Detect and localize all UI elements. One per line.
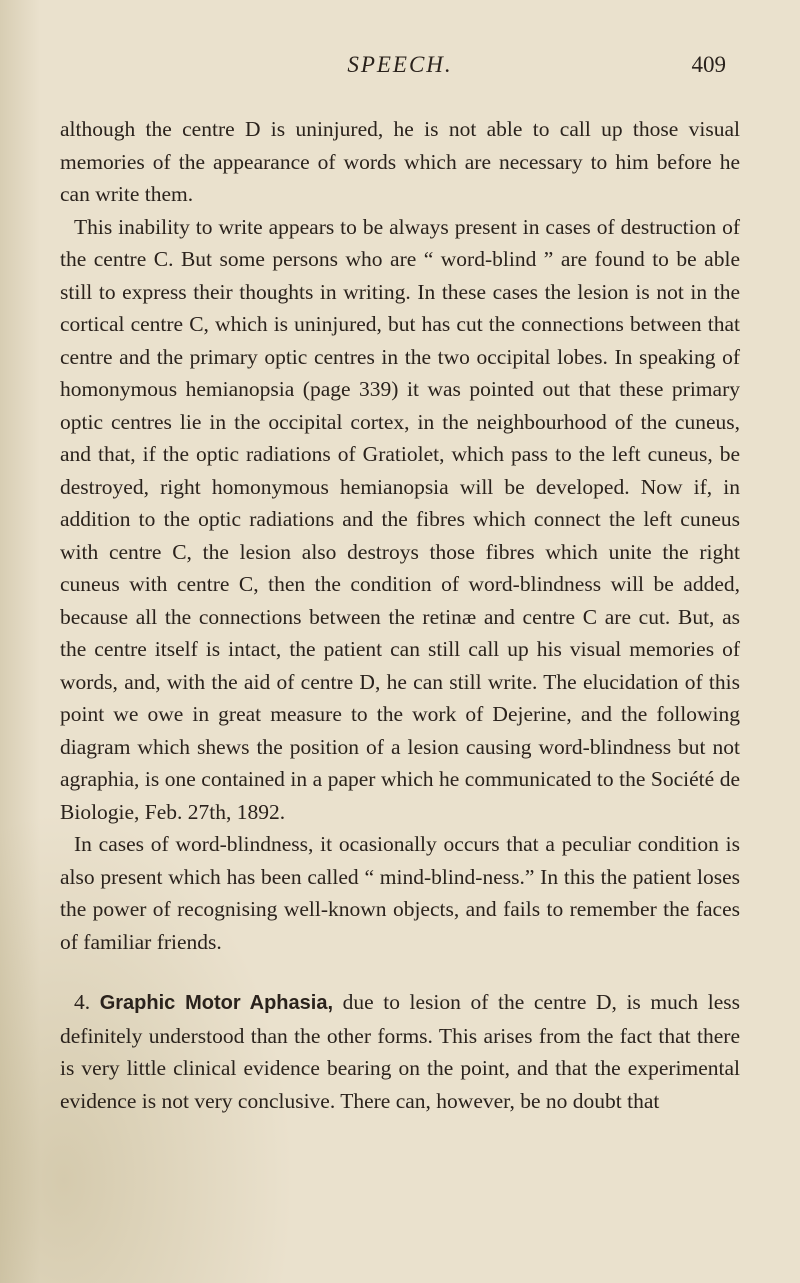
section-heading: Graphic Motor Aphasia, — [99, 992, 333, 1014]
page-header — [60, 52, 740, 92]
running-head: SPEECH. — [347, 52, 453, 77]
page-number: 409 — [691, 52, 726, 77]
body-text — [60, 113, 740, 1117]
section-graphic-motor-aphasia — [60, 986, 740, 1117]
paragraph-continuation: although the centre D is uninjured, he is not able to call up those visual memories of the appearance of words which are necessary to him before he can write them. — [60, 117, 740, 206]
paragraph-mind-blindness: In cases of word-blindness, it ocasionally occurs that a peculiar condition is also present which has been called “ mind-blind-ness.” In this the patient loses the power of recognising well-known objects, and fails to remember the faces of familiar friends. — [60, 832, 740, 954]
section-number: 4. — [74, 990, 91, 1014]
paragraph-agraphia: This inability to write appears to be always present in cases of destruction of the centre C. But some persons who are “ word-blind ” are found to be able still to express their thoughts in writing. In these cases the lesion is not in the cortical centre C, which is uninjured, but has cut the connections between that centre and the primary optic centres in the two occipital lobes. In speaking of homonymous hemianopsia (page 339) it was pointed out that these primary optic centres lie in the occipital cortex, in the neighbourhood of the cuneus, and that, if the optic radiations of Gratiolet, which pass to the left cuneus, be destroyed, right homonymous hemianopsia will be developed. Now if, in addition to the optic radiations and the fibres which connect the left cuneus with centre C, the lesion also destroys those fibres which unite the right cuneus with centre C, then the condition of word-blindness will be added, because all the connections between the retinæ and centre C are cut. But, as the centre itself is intact, the patient can still call up his visual memories of words, and, with the aid of centre D, he can still write. The elucidation of this point we owe in great measure to the work of Dejerine, and the following diagram which shews the position of a lesion causing word-blindness but not agraphia, is one contained in a paper which he communicated to the Société de Biologie, Feb. 27th, 1892. — [60, 214, 740, 824]
section-gap — [60, 958, 740, 986]
section-text: due to lesion of the centre D, is much less definitely understood than the other forms. This arises from the fact that there is very little clinical evidence bearing on the point, and that the experimental evidence is not very conclusive. There can, however, be no doubt that — [60, 990, 740, 1113]
